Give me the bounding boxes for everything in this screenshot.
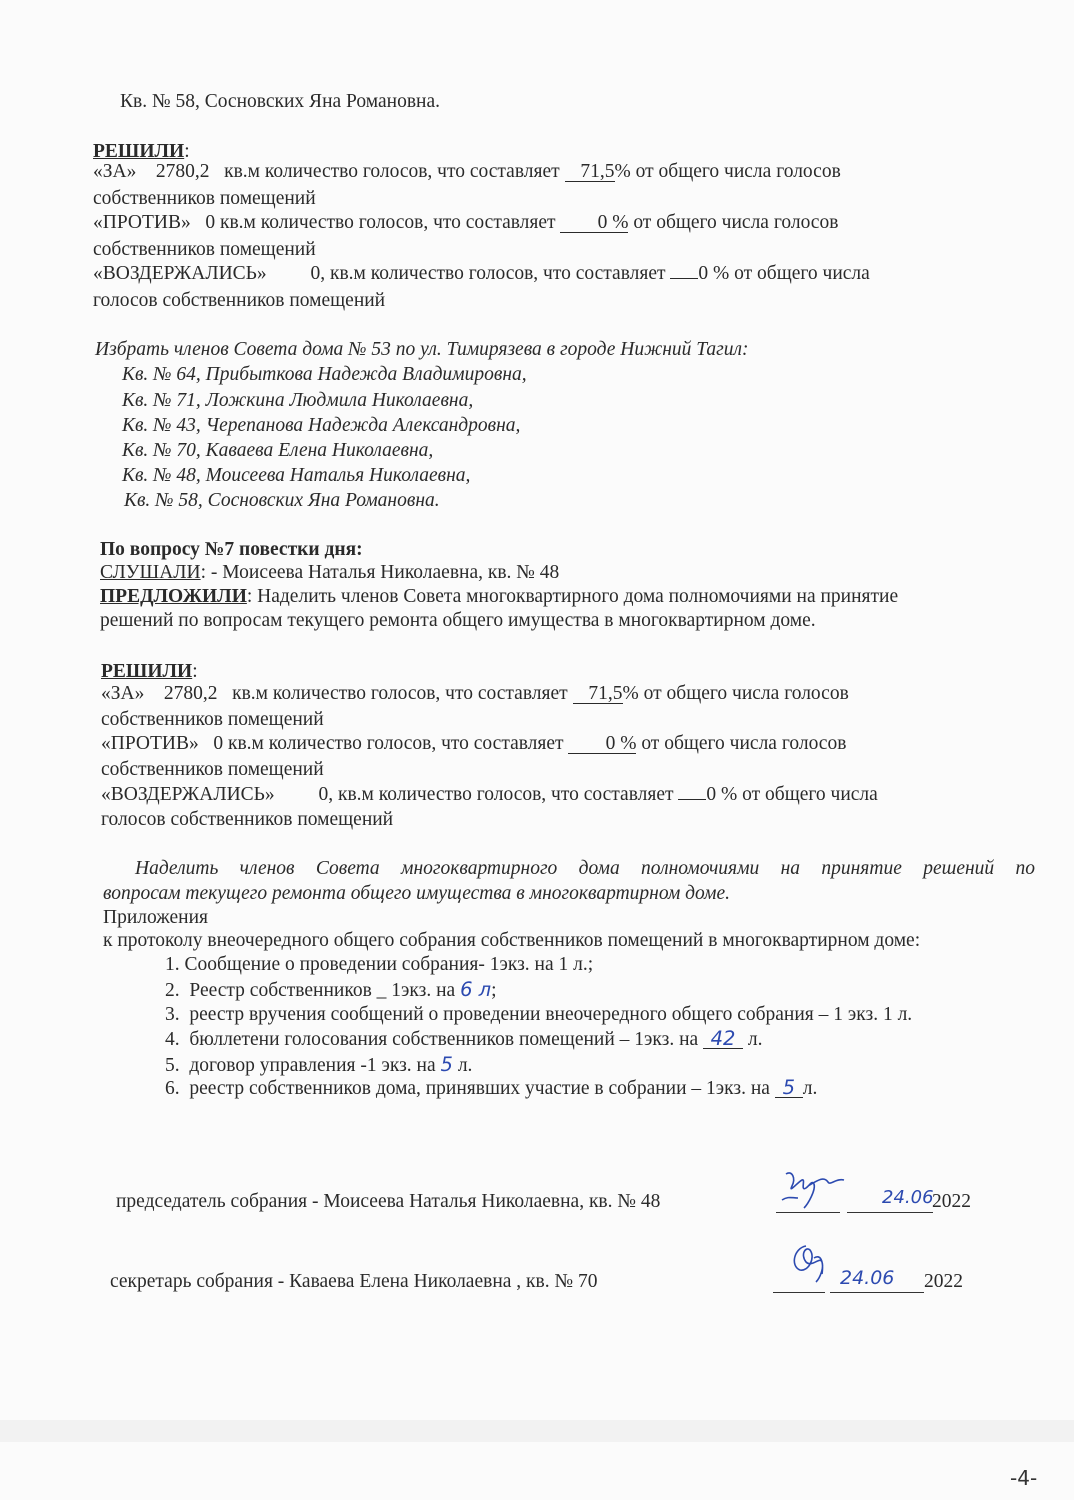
page-number: -4- <box>1010 1466 1038 1490</box>
handwritten-value: 6 л <box>460 978 492 1001</box>
secretary-date-handwritten: 24.06 <box>840 1267 895 1289</box>
vote2-protiv-owners: собственников помещений <box>101 759 324 780</box>
council-member: Кв. № 70, Каваева Елена Николаевна, <box>122 440 434 461</box>
vote2-za-percent: 71,5 <box>573 685 623 704</box>
vote2-heading: РЕШИЛИ: <box>101 661 198 682</box>
question7-heard: СЛУШАЛИ: - Моисеева Наталья Николаевна, кв. № 48 <box>100 562 560 583</box>
handwritten-value: 5 <box>775 1079 803 1098</box>
appendix-item: 4. бюллетени голосования собственников помещений – 1экз. на 42 л. <box>165 1027 763 1050</box>
secretary-year: 2022 <box>924 1271 963 1292</box>
appendix-subtitle: к протоколу внеочередного общего собрания собственников помещений в многоквартирном доме: <box>103 930 921 951</box>
vote1-heading: РЕШИЛИ: <box>93 141 190 162</box>
chair-year: 2022 <box>932 1191 971 1212</box>
decision-line1: Наделить членов Совета многоквартирного дома полномочиями на принятие решений по <box>135 858 1035 879</box>
vote1-vozd-line: «ВОЗДЕРЖАЛИСЬ» 0, кв.м количество голосов, что составляет 0 % от общего числа <box>93 263 870 284</box>
vote2-protiv-line: «ПРОТИВ» 0 кв.м количество голосов, что составляет 0 % от общего числа голосов <box>101 733 847 754</box>
chair-signature <box>778 1168 848 1213</box>
signature-icon <box>778 1168 848 1213</box>
vote1-za-owners: собственников помещений <box>93 188 316 209</box>
vote2-vozd-percent: 0 % от общего числа <box>706 784 878 805</box>
vote2-za-line: «ЗА» 2780,2 кв.м количество голосов, что составляет 71,5% от общего числа голосов <box>101 683 849 704</box>
vote2-vozd-line: «ВОЗДЕРЖАЛИСЬ» 0, кв.м количество голосов, что составляет 0 % от общего числа <box>101 784 878 805</box>
chair-label: председатель собрания - Моисеева Наталья Николаевна, кв. № 48 <box>116 1191 661 1212</box>
appendix-item: 1. Сообщение о проведении собрания- 1экз. на 1 л.; <box>165 954 594 975</box>
council-member: Кв. № 48, Моисеева Наталья Николаевна, <box>122 465 471 486</box>
vote2-za-owners: собственников помещений <box>101 709 324 730</box>
question7-proposed-cont: решений по вопросам текущего ремонта общего имущества в многоквартирном доме. <box>100 610 816 631</box>
vote1-protiv-percent: 0 % <box>560 214 628 233</box>
vote1-za-line: «ЗА» 2780,2 кв.м количество голосов, что составляет 71,5% от общего числа голосов <box>93 161 841 182</box>
chair-date-handwritten: 24.06 <box>882 1187 934 1208</box>
vote2-protiv-percent: 0 % <box>568 735 636 754</box>
handwritten-value: 5 <box>440 1053 453 1076</box>
secretary-signature <box>786 1240 836 1290</box>
top-member-line: Кв. № 58, Сосновских Яна Романовна. <box>120 91 440 112</box>
council-member: Кв. № 58, Сосновских Яна Романовна. <box>124 490 440 511</box>
vote1-vozd-owners: голосов собственников помещений <box>93 290 386 311</box>
appendix-item: 2. Реестр собственников _ 1экз. на 6 л; <box>165 978 497 1001</box>
appendix-title: Приложения <box>103 907 208 928</box>
decision-line2: вопросам текущего ремонта общего имущества в многоквартирном доме. <box>103 883 730 904</box>
vote1-za-percent: 71,5 <box>565 163 615 182</box>
appendix-item: 5. договор управления -1 экз. на 5 л. <box>165 1053 473 1076</box>
vote1-vozd-percent: 0 % от общего числа <box>698 263 870 284</box>
appendix-item: 3. реестр вручения сообщений о проведении внеочередного общего собрания – 1 экз. 1 л. <box>165 1004 913 1025</box>
vote2-vozd-owners: голосов собственников помещений <box>101 809 394 830</box>
vote1-protiv-owners: собственников помещений <box>93 239 316 260</box>
question7-heading: По вопросу №7 повестки дня: <box>100 539 363 560</box>
signature-icon <box>786 1240 836 1290</box>
handwritten-value: 42 <box>703 1030 743 1049</box>
secretary-label: секретарь собрания - Каваева Елена Николаевна , кв. № 70 <box>110 1271 598 1292</box>
council-member: Кв. № 71, Ложкина Людмила Николаевна, <box>122 390 474 411</box>
council-member: Кв. № 64, Прибыткова Надежда Владимировна, <box>122 364 527 385</box>
council-member: Кв. № 43, Черепанова Надежда Александровна, <box>122 415 521 436</box>
appendix-item: 6. реестр собственников дома, принявших участие в собрании – 1экз. на 5 л. <box>165 1076 818 1099</box>
council-intro: Избрать членов Совета дома № 53 по ул. Тимирязева в городе Нижний Тагил: <box>95 339 749 360</box>
vote1-protiv-line: «ПРОТИВ» 0 кв.м количество голосов, что составляет 0 % от общего числа голосов <box>93 212 839 233</box>
question7-proposed: ПРЕДЛОЖИЛИ: Наделить членов Совета многоквартирного дома полномочиями на принятие <box>100 586 899 607</box>
